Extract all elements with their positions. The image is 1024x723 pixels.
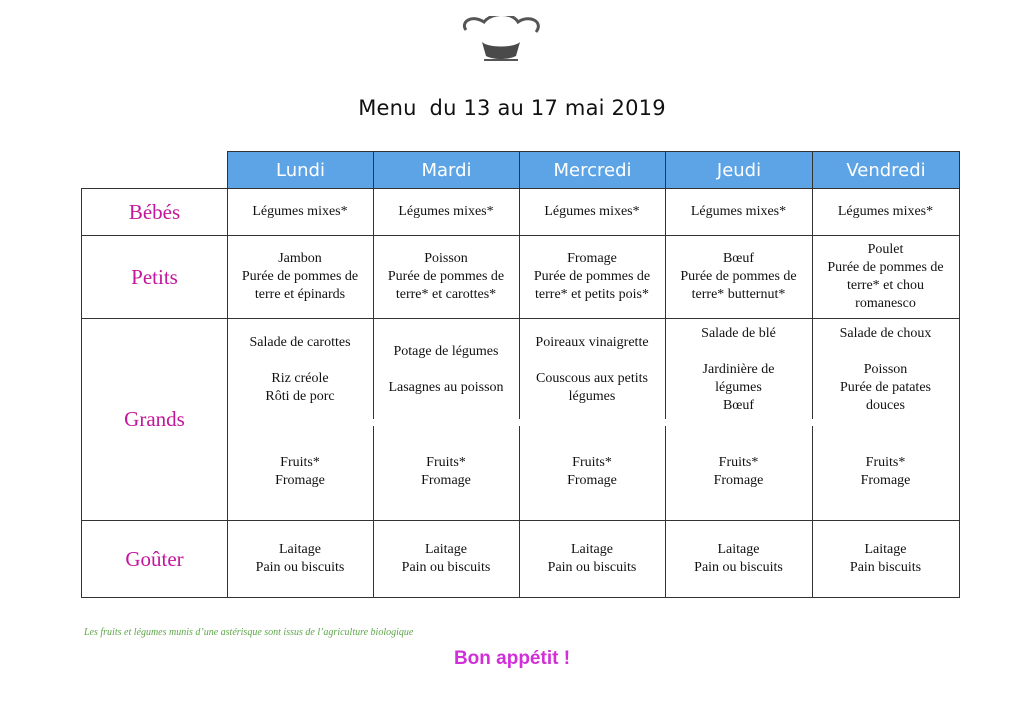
title-dates: du 13 au 17 mai 2019 (429, 96, 666, 120)
cell-petits-mardi: Poisson Purée de pommes de terre* et carottes* (387, 251, 505, 302)
cell-grands-entree-plat-mardi: Potage de légumes Lasagnes au poisson (388, 344, 504, 395)
cell-petits-lundi: Jambon Purée de pommes de terre et épinards (241, 251, 359, 302)
day-header-jeudi: Jeudi (666, 152, 812, 188)
cell-gouter-mardi: Laitage Pain ou biscuits (401, 542, 491, 575)
cell-bebes-lundi: Légumes mixes* (252, 204, 348, 219)
day-header-vendredi: Vendredi (813, 152, 959, 188)
chef-hat-icon (458, 16, 544, 66)
cell-bebes-vendredi: Légumes mixes* (837, 204, 934, 219)
cell-gouter-jeudi: Laitage Pain ou biscuits (694, 542, 783, 575)
row-label-grands: Grands (124, 407, 185, 431)
cell-petits-vendredi: Poulet Purée de pommes de terre* et chou romanesco (827, 242, 944, 311)
cell-grands-dessert-mardi: Fruits* Fromage (421, 455, 471, 488)
cell-bebes-mardi: Légumes mixes* (398, 204, 494, 219)
cell-bebes-jeudi: Légumes mixes* (690, 204, 787, 219)
cell-gouter-vendredi: Laitage Pain biscuits (849, 542, 922, 575)
cell-gouter-lundi: Laitage Pain ou biscuits (255, 542, 345, 575)
cell-grands-dessert-lundi: Fruits* Fromage (275, 455, 325, 488)
day-header-mardi: Mardi (374, 152, 519, 188)
cell-grands-entree-plat-mercredi: Poireaux vinaigrette Couscous aux petits légumes (535, 335, 649, 404)
row-label-petits: Petits (131, 264, 178, 289)
bon-appetit-closing: Bon appétit ! (453, 648, 571, 669)
cell-bebes-mercredi: Légumes mixes* (544, 204, 640, 219)
row-label-bebes: Bébés (128, 199, 181, 224)
day-header-mercredi: Mercredi (520, 152, 665, 188)
cell-grands-dessert-mercredi: Fruits* Fromage (567, 455, 617, 488)
page-title (0, 96, 1024, 120)
cell-grands-entree-plat-vendredi: Salade de choux Poisson Purée de patates douces (839, 326, 932, 413)
organic-footnote: Les fruits et légumes munis d’une astérisque sont issus de l’agriculture biologique (84, 627, 414, 638)
day-header-lundi: Lundi (228, 152, 373, 188)
cell-grands-entree-plat-lundi: Salade de carottes Riz créole Rôti de porc (249, 335, 351, 404)
cell-petits-jeudi: Bœuf Purée de pommes de terre* butternut* (680, 251, 797, 302)
title-menu-word: Menu (358, 96, 417, 120)
cell-gouter-mercredi: Laitage Pain ou biscuits (547, 542, 637, 575)
cell-petits-mercredi: Fromage Purée de pommes de terre* et petits pois* (533, 251, 651, 302)
cell-grands-dessert-vendredi: Fruits* Fromage (860, 455, 911, 488)
cell-grands-dessert-jeudi: Fruits* Fromage (713, 455, 764, 488)
cell-grands-entree-plat-jeudi: Salade de blé Jardinière de légumes Bœuf (701, 326, 776, 413)
row-label-gouter: Goûter (125, 546, 184, 571)
